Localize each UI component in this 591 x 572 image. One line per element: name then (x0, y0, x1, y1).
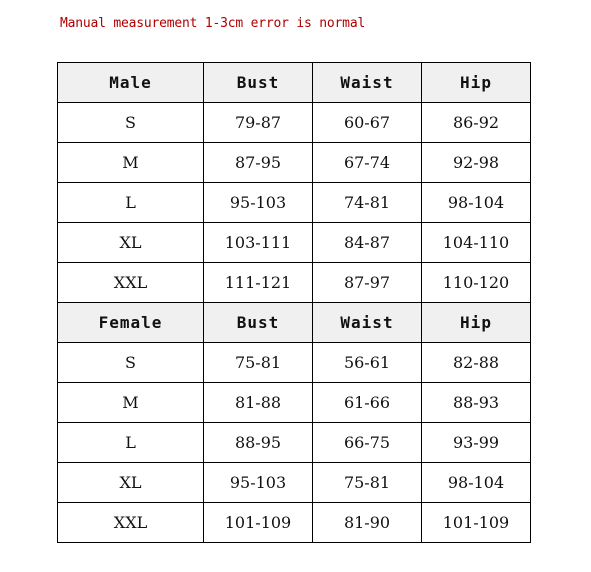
female-size-row (58, 343, 531, 383)
measurement-cell: 61-66 (313, 383, 422, 423)
size-label-cell: S (58, 103, 204, 143)
measurement-note: Manual measurement 1-3cm error is normal (60, 16, 366, 31)
measurement-cell: 88-95 (204, 423, 313, 463)
size-label-cell: XXL (58, 263, 204, 303)
measurement-cell: 82-88 (422, 343, 531, 383)
measurement-cell: 88-93 (422, 383, 531, 423)
measurement-cell: 93-99 (422, 423, 531, 463)
measurement-cell: 104-110 (422, 223, 531, 263)
male-size-row (58, 143, 531, 183)
measurement-cell: 84-87 (313, 223, 422, 263)
header-cell: Bust (204, 63, 313, 103)
measurement-cell: 60-67 (313, 103, 422, 143)
size-label-cell: M (58, 143, 204, 183)
male-size-row (58, 103, 531, 143)
header-cell: Hip (422, 63, 531, 103)
measurement-cell: 101-109 (204, 503, 313, 543)
measurement-cell: 98-104 (422, 463, 531, 503)
header-cell: Waist (313, 63, 422, 103)
measurement-cell: 87-95 (204, 143, 313, 183)
female-size-row (58, 503, 531, 543)
male-size-row (58, 183, 531, 223)
measurement-cell: 74-81 (313, 183, 422, 223)
measurement-cell: 87-97 (313, 263, 422, 303)
size-label-cell: M (58, 383, 204, 423)
size-label-cell: S (58, 343, 204, 383)
measurement-cell: 81-90 (313, 503, 422, 543)
female-header-row (58, 303, 531, 343)
size-label-cell: L (58, 183, 204, 223)
measurement-cell: 110-120 (422, 263, 531, 303)
male-size-row (58, 263, 531, 303)
measurement-cell: 86-92 (422, 103, 531, 143)
header-cell: Female (58, 303, 204, 343)
size-label-cell: L (58, 423, 204, 463)
header-cell: Male (58, 63, 204, 103)
measurement-cell: 66-75 (313, 423, 422, 463)
male-header-row (58, 63, 531, 103)
male-size-row (58, 223, 531, 263)
size-label-cell: XL (58, 223, 204, 263)
measurement-cell: 111-121 (204, 263, 313, 303)
measurement-cell: 98-104 (422, 183, 531, 223)
size-chart-table (57, 62, 531, 543)
measurement-cell: 75-81 (204, 343, 313, 383)
header-cell: Bust (204, 303, 313, 343)
female-size-row (58, 463, 531, 503)
header-cell: Hip (422, 303, 531, 343)
female-size-row (58, 423, 531, 463)
measurement-cell: 92-98 (422, 143, 531, 183)
measurement-cell: 81-88 (204, 383, 313, 423)
measurement-cell: 56-61 (313, 343, 422, 383)
measurement-cell: 75-81 (313, 463, 422, 503)
measurement-cell: 95-103 (204, 183, 313, 223)
measurement-cell: 79-87 (204, 103, 313, 143)
size-label-cell: XXL (58, 503, 204, 543)
female-size-row (58, 383, 531, 423)
measurement-cell: 67-74 (313, 143, 422, 183)
measurement-cell: 103-111 (204, 223, 313, 263)
header-cell: Waist (313, 303, 422, 343)
size-label-cell: XL (58, 463, 204, 503)
measurement-cell: 101-109 (422, 503, 531, 543)
measurement-cell: 95-103 (204, 463, 313, 503)
